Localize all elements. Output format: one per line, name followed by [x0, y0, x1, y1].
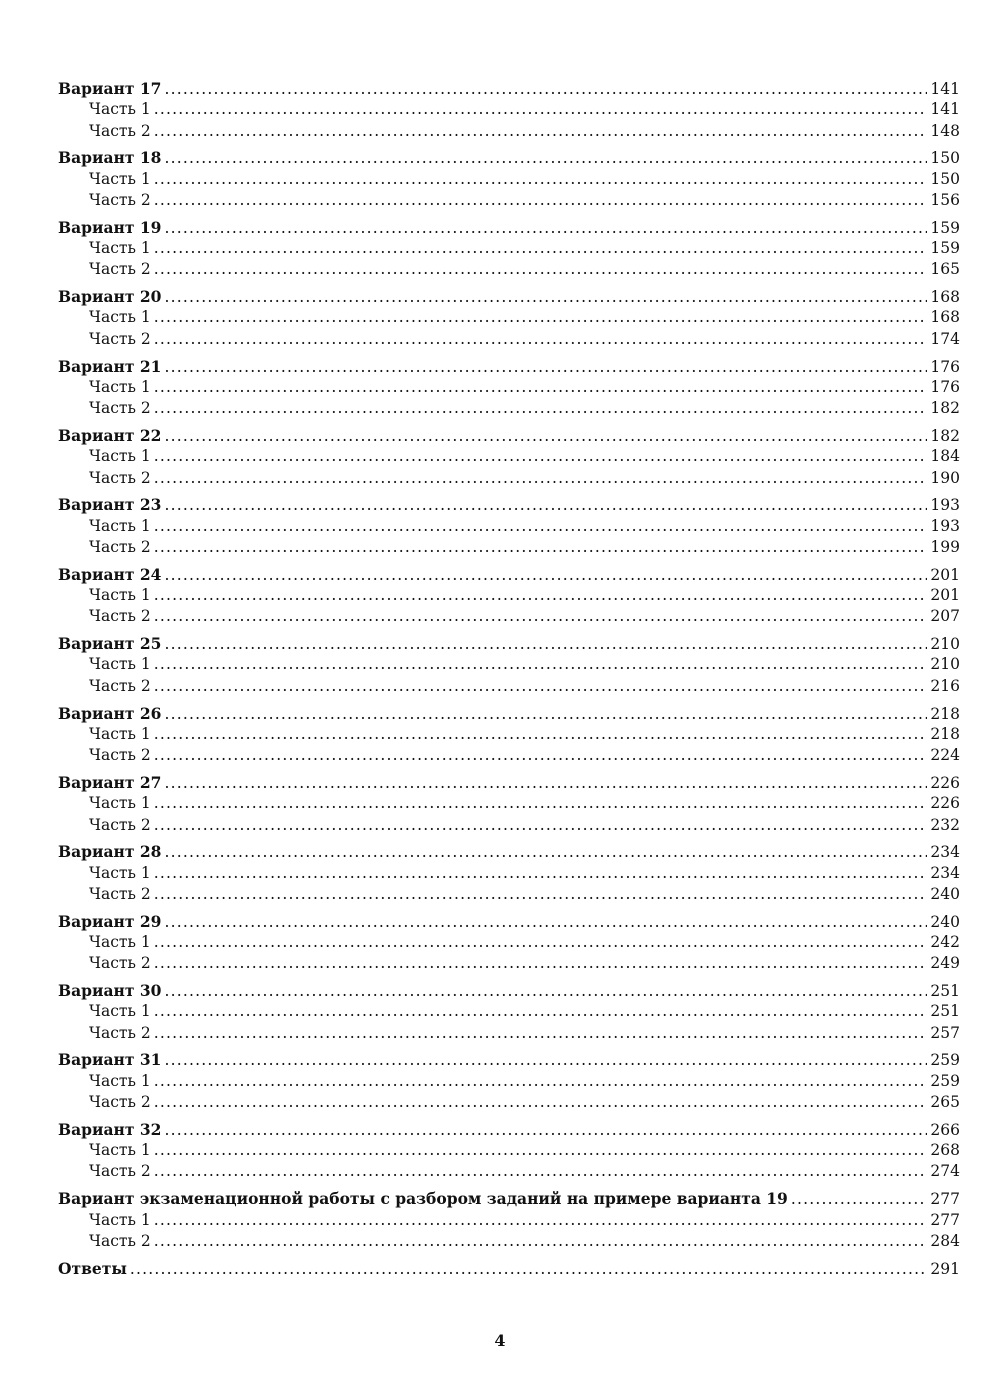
dot-leader [154, 1161, 928, 1182]
toc-subentry-page: 168 [930, 308, 960, 327]
toc-subentry-title: Часть 2 [89, 815, 151, 834]
toc-subentry [58, 377, 960, 398]
toc-subentry-page: 174 [930, 329, 960, 348]
dot-leader [154, 516, 928, 537]
toc-entry [58, 564, 960, 585]
dot-leader [164, 287, 927, 308]
toc-subentry-page: 156 [930, 190, 960, 209]
toc-subentry [58, 516, 960, 537]
dot-leader [154, 537, 928, 558]
dot-leader [154, 1071, 928, 1092]
toc-subentry [58, 745, 960, 766]
dot-leader [154, 1001, 928, 1022]
toc-subentry-page: 165 [930, 260, 960, 279]
toc-subentry [58, 793, 960, 814]
toc-subentry-page: 193 [930, 516, 960, 535]
toc-subentry [58, 863, 960, 884]
toc-subentry [58, 884, 960, 905]
toc-entry [58, 1258, 960, 1279]
toc-subentry [58, 585, 960, 606]
toc-entry-page: 291 [930, 1259, 960, 1278]
toc-subentry-page: 201 [930, 586, 960, 605]
toc-subentry-page: 268 [930, 1141, 960, 1160]
dot-leader [154, 307, 928, 328]
toc-entry-title: Вариант 17 [58, 79, 162, 98]
toc-entry-title: Вариант 32 [58, 1119, 162, 1139]
dot-leader [164, 426, 927, 447]
toc-subentry-page: 218 [930, 724, 960, 743]
toc-entry-page: 277 [930, 1190, 960, 1209]
dot-leader [164, 912, 927, 933]
toc-subentry [58, 1092, 960, 1113]
toc-subentry-page: 234 [930, 863, 960, 882]
toc-entry-title: Вариант 22 [58, 425, 162, 445]
dot-leader [154, 238, 928, 259]
toc-subentry-page: 249 [930, 954, 960, 973]
toc-subentry-page: 284 [930, 1231, 960, 1250]
dot-leader [164, 981, 927, 1002]
toc-subentry [58, 259, 960, 280]
dot-leader [154, 446, 928, 467]
toc-entry-page: 182 [930, 426, 960, 445]
toc-subentry-page: 277 [930, 1210, 960, 1229]
toc-entry-title: Вариант 26 [58, 703, 162, 723]
toc-entry-title: Вариант 21 [58, 356, 162, 376]
toc-group [58, 703, 960, 767]
dot-leader [154, 398, 928, 419]
toc-subentry [58, 329, 960, 350]
toc-entry-title: Вариант 19 [58, 217, 162, 237]
toc-subentry [58, 238, 960, 259]
dot-leader [164, 1050, 927, 1071]
toc-group [58, 1188, 960, 1252]
toc-entry-page: 210 [930, 635, 960, 654]
toc-entry-page: 201 [930, 565, 960, 584]
toc-subentry-title: Часть 1 [89, 100, 151, 119]
toc-subentry-title: Часть 2 [89, 954, 151, 973]
dot-leader [154, 1231, 928, 1252]
page-number: 4 [494, 1331, 506, 1350]
toc-subentry-title: Часть 1 [89, 655, 151, 674]
toc-subentry-title: Часть 1 [89, 794, 151, 813]
toc-group [58, 356, 960, 420]
dot-leader [154, 1210, 928, 1231]
toc-entry-title: Вариант 20 [58, 287, 162, 307]
toc-subentry [58, 1210, 960, 1231]
dot-leader [164, 79, 927, 100]
dot-leader [164, 148, 927, 169]
toc-subentry [58, 121, 960, 142]
dot-leader [154, 259, 928, 280]
toc-subentry-page: 184 [930, 447, 960, 466]
toc-entry-page: 193 [930, 496, 960, 515]
dot-leader [164, 218, 927, 239]
toc-entry-page: 226 [930, 773, 960, 792]
toc-subentry [58, 676, 960, 697]
toc-entry [58, 494, 960, 515]
toc-subentry-title: Часть 2 [89, 190, 151, 209]
toc-subentry-title: Часть 2 [89, 260, 151, 279]
toc-subentry-title: Часть 1 [89, 1071, 151, 1090]
toc-subentry [58, 953, 960, 974]
toc-entry [58, 356, 960, 377]
dot-leader [154, 745, 928, 766]
toc-subentry [58, 1001, 960, 1022]
toc-entry-title: Вариант экзаменационной работы с разбором заданий на примере варианта 19 [58, 1189, 788, 1209]
dot-leader [154, 1092, 928, 1113]
toc-group [58, 1049, 960, 1113]
dot-leader [154, 815, 928, 836]
toc-subentry-page: 210 [930, 655, 960, 674]
dot-leader [164, 495, 927, 516]
toc-subentry [58, 606, 960, 627]
toc-group [58, 633, 960, 697]
toc-entry-page: 159 [930, 218, 960, 237]
toc-entry-title: Вариант 29 [58, 911, 162, 931]
toc-subentry-title: Часть 2 [89, 676, 151, 695]
toc-group [58, 425, 960, 489]
toc-group [58, 217, 960, 281]
toc-subentry-page: 265 [930, 1093, 960, 1112]
toc-subentry-page: 182 [930, 399, 960, 418]
toc-subentry [58, 932, 960, 953]
toc-group [58, 494, 960, 558]
toc-subentry-page: 274 [930, 1162, 960, 1181]
toc-entry [58, 1188, 960, 1209]
toc-subentry [58, 1140, 960, 1161]
dot-leader [164, 773, 927, 794]
toc-entry-title: Вариант 24 [58, 564, 162, 584]
toc-subentry [58, 815, 960, 836]
toc-subentry-title: Часть 2 [89, 537, 151, 556]
toc-subentry-page: 148 [930, 121, 960, 140]
toc-entry-page: 259 [930, 1051, 960, 1070]
toc-entry-page: 168 [930, 288, 960, 307]
toc-entry [58, 703, 960, 724]
toc-subentry-page: 232 [930, 815, 960, 834]
dot-leader [154, 329, 928, 350]
dot-leader [130, 1259, 928, 1280]
toc-entry-page: 218 [930, 704, 960, 723]
toc-entry-page: 234 [930, 843, 960, 862]
toc-group [58, 980, 960, 1044]
toc-subentry-title: Часть 1 [89, 516, 151, 535]
toc-subentry-page: 226 [930, 794, 960, 813]
toc-entry-title: Вариант 27 [58, 772, 162, 792]
toc-subentry [58, 190, 960, 211]
toc-subentry-page: 259 [930, 1071, 960, 1090]
dot-leader [154, 606, 928, 627]
toc-subentry-title: Часть 1 [89, 447, 151, 466]
toc-subentry [58, 1161, 960, 1182]
toc-subentry-title: Часть 2 [89, 468, 151, 487]
toc-entry [58, 286, 960, 307]
toc-subentry [58, 1023, 960, 1044]
toc-entry [58, 217, 960, 238]
toc-subentry-title: Часть 2 [89, 121, 151, 140]
toc-subentry [58, 654, 960, 675]
toc-entry-page: 176 [930, 357, 960, 376]
table-of-contents [58, 78, 960, 1284]
toc-entry [58, 1119, 960, 1140]
toc-subentry-page: 150 [930, 169, 960, 188]
dot-leader [154, 863, 928, 884]
toc-subentry-title: Часть 1 [89, 1141, 151, 1160]
toc-group [58, 78, 960, 142]
dot-leader [154, 121, 928, 142]
toc-subentry-title: Часть 1 [89, 724, 151, 743]
toc-group [58, 147, 960, 211]
toc-subentry [58, 398, 960, 419]
dot-leader [154, 585, 928, 606]
toc-subentry-title: Часть 1 [89, 586, 151, 605]
toc-subentry [58, 724, 960, 745]
dot-leader [154, 1140, 928, 1161]
toc-entry-page: 240 [930, 912, 960, 931]
dot-leader [164, 842, 927, 863]
dot-leader [164, 565, 927, 586]
dot-leader [154, 724, 928, 745]
toc-subentry-title: Часть 2 [89, 399, 151, 418]
toc-subentry-page: 176 [930, 377, 960, 396]
toc-subentry-page: 242 [930, 932, 960, 951]
toc-subentry [58, 468, 960, 489]
toc-subentry-title: Часть 2 [89, 1162, 151, 1181]
toc-entry-page: 266 [930, 1120, 960, 1139]
dot-leader [164, 704, 927, 725]
toc-subentry-title: Часть 2 [89, 607, 151, 626]
toc-group [58, 841, 960, 905]
toc-subentry [58, 1231, 960, 1252]
toc-entry [58, 1049, 960, 1070]
dot-leader [154, 932, 928, 953]
toc-subentry-title: Часть 2 [89, 1023, 151, 1042]
toc-entry-title: Вариант 30 [58, 981, 162, 1001]
toc-subentry-page: 251 [930, 1002, 960, 1021]
dot-leader [154, 654, 928, 675]
dot-leader [154, 953, 928, 974]
toc-entry-page: 150 [930, 149, 960, 168]
toc-subentry-title: Часть 1 [89, 169, 151, 188]
toc-subentry [58, 446, 960, 467]
toc-subentry [58, 537, 960, 558]
toc-subentry-title: Часть 1 [89, 239, 151, 258]
toc-subentry-page: 199 [930, 537, 960, 556]
toc-subentry-page: 257 [930, 1023, 960, 1042]
toc-entry [58, 980, 960, 1001]
toc-entry-title: Вариант 18 [58, 148, 162, 168]
toc-entry [58, 772, 960, 793]
dot-leader [154, 377, 928, 398]
toc-entry [58, 78, 960, 99]
toc-entry [58, 425, 960, 446]
dot-leader [154, 99, 928, 120]
dot-leader [164, 1120, 927, 1141]
dot-leader [154, 676, 928, 697]
toc-entry [58, 841, 960, 862]
toc-subentry-page: 207 [930, 607, 960, 626]
dot-leader [154, 1023, 928, 1044]
toc-entry-title: Вариант 31 [58, 1050, 162, 1070]
toc-entry [58, 147, 960, 168]
toc-subentry-title: Часть 1 [89, 1210, 151, 1229]
toc-subentry-title: Часть 1 [89, 377, 151, 396]
toc-subentry [58, 169, 960, 190]
toc-subentry-title: Часть 2 [89, 884, 151, 903]
toc-entry-page: 251 [930, 982, 960, 1001]
toc-subentry [58, 307, 960, 328]
dot-leader [154, 169, 928, 190]
toc-subentry-title: Часть 1 [89, 308, 151, 327]
toc-group [58, 286, 960, 350]
toc-entry-title: Вариант 25 [58, 634, 162, 654]
dot-leader [154, 190, 928, 211]
toc-subentry-title: Часть 2 [89, 746, 151, 765]
toc-subentry-title: Часть 1 [89, 932, 151, 951]
dot-leader [164, 357, 927, 378]
toc-subentry-page: 159 [930, 239, 960, 258]
toc-entry-title: Ответы [58, 1258, 127, 1278]
toc-group [58, 911, 960, 975]
dot-leader [154, 468, 928, 489]
toc-subentry [58, 99, 960, 120]
toc-subentry-title: Часть 2 [89, 1231, 151, 1250]
toc-subentry-title: Часть 2 [89, 1093, 151, 1112]
dot-leader [791, 1189, 928, 1210]
dot-leader [154, 793, 928, 814]
toc-entry-title: Вариант 23 [58, 495, 162, 515]
toc-subentry-page: 224 [930, 746, 960, 765]
toc-entry [58, 633, 960, 654]
toc-subentry-page: 216 [930, 676, 960, 695]
toc-subentry-page: 141 [930, 100, 960, 119]
toc-entry-page: 141 [930, 80, 960, 98]
toc-subentry-page: 240 [930, 884, 960, 903]
dot-leader [164, 634, 927, 655]
toc-group [58, 564, 960, 628]
toc-entry [58, 911, 960, 932]
toc-group [58, 1258, 960, 1279]
toc-subentry-title: Часть 2 [89, 329, 151, 348]
toc-group [58, 1119, 960, 1183]
toc-group [58, 772, 960, 836]
toc-subentry [58, 1071, 960, 1092]
toc-subentry-title: Часть 1 [89, 863, 151, 882]
toc-subentry-title: Часть 1 [89, 1002, 151, 1021]
toc-subentry-page: 190 [930, 468, 960, 487]
toc-entry-title: Вариант 28 [58, 842, 162, 862]
dot-leader [154, 884, 928, 905]
